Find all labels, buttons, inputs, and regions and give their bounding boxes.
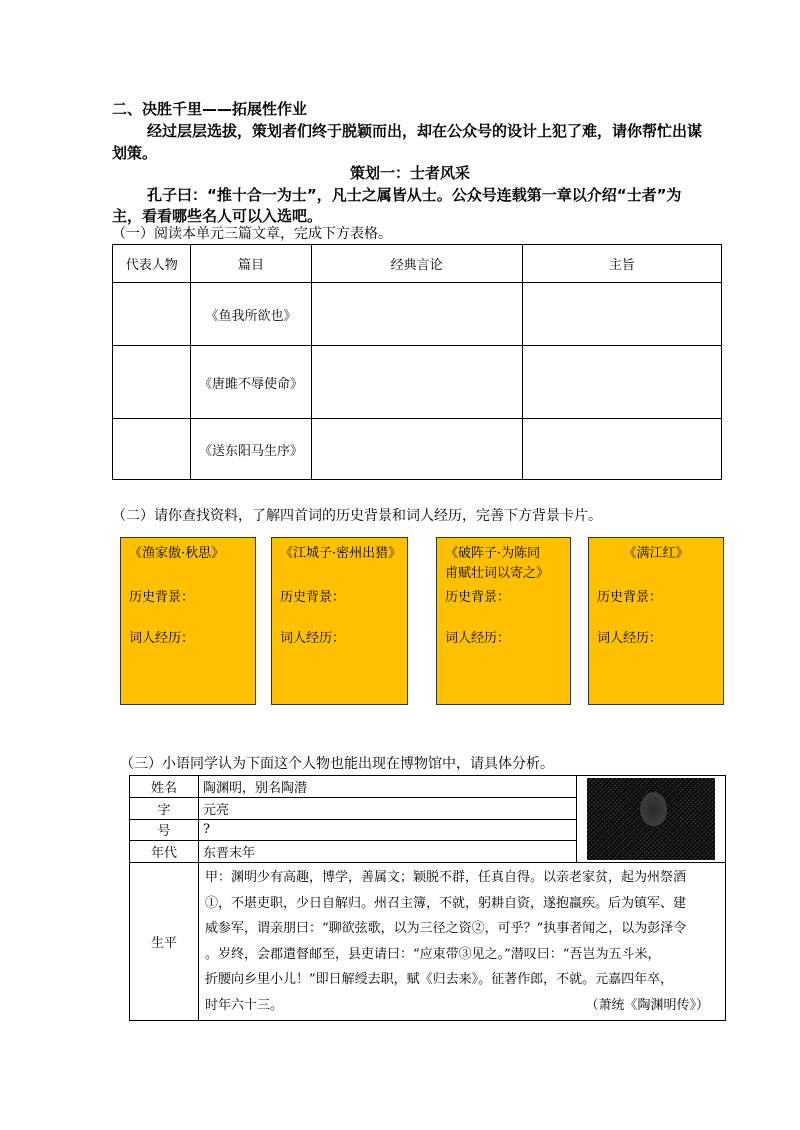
cell-person[interactable] — [113, 283, 191, 346]
background-card-3[interactable] — [436, 537, 571, 705]
cell-theme[interactable] — [522, 283, 721, 346]
header-title: 篇目 — [191, 245, 311, 283]
section-heading: 二、决胜千里——拓展性作业 — [112, 100, 308, 118]
card-label-background: 历史背景： — [129, 590, 195, 605]
card-label-background: 历史背景： — [280, 590, 346, 605]
bio-line-last — [205, 993, 719, 1019]
cell-theme[interactable] — [522, 419, 721, 480]
cell-quote[interactable] — [311, 346, 522, 419]
cell-theme[interactable] — [522, 346, 721, 419]
bio-line: 。岁终，会郡遣督邮至，县吏请曰：“应束带③见之。”潜叹曰：“吾岂为五斗米， — [205, 946, 661, 962]
table-row — [113, 419, 722, 480]
card-title: 《满江红》 — [623, 546, 689, 561]
bio-source: （萧统《陶渊明传》） — [585, 997, 709, 1013]
header-quote: 经典言论 — [311, 245, 522, 283]
reading-table — [112, 244, 722, 480]
table-header-row — [113, 245, 722, 283]
card-title-line-2: 甫赋壮词以寄之》 — [445, 566, 550, 581]
profile-row-name — [130, 776, 726, 798]
plan-line-2: 主，看看哪些名人可以入选吧。 — [112, 207, 323, 225]
key-name: 姓名 — [130, 776, 199, 798]
portrait-cell — [577, 776, 726, 863]
card-label-experience: 词人经历： — [280, 631, 346, 646]
bio-line: 甲：渊明少有高趣，博学，善属文；颖脱不群，任真自得。以亲老家贫，起为州祭酒 — [205, 870, 687, 885]
card-title: 《渔家傲·秋思》 — [129, 546, 225, 561]
profile-row-bio — [130, 863, 726, 1021]
bio-line-text: 时年六十三。 — [205, 997, 284, 1013]
card-label-experience: 词人经历： — [129, 631, 195, 646]
cell-title: 《唐雎不辱使命》 — [191, 346, 311, 419]
header-theme: 主旨 — [522, 245, 721, 283]
plan-title: 策划一：士者风采 — [349, 164, 470, 182]
person-profile-table — [129, 775, 726, 1021]
table-row — [113, 346, 722, 419]
card-title: 《江城子·密州出猎》 — [280, 546, 402, 561]
intro-line-1: 经过层层选拔，策划者们终于脱颖而出，却在公众号的设计上犯了难，请你帮忙出谋 — [147, 122, 703, 140]
bio-line: 折腰向乡里小儿！”即日解绶去职，赋《归去来》。征著作郎，不就。元嘉四年卒， — [205, 972, 674, 987]
bio-line: ①，不堪吏职，少日自解归。州召主簿，不就，躬耕自资，遂抱羸疾。后为镇军、建 — [205, 895, 687, 911]
value-courtesy: 元亮 — [199, 797, 577, 819]
card-title-line-1: 《破阵子·为陈同 — [445, 546, 541, 561]
key-alias: 号 — [130, 819, 199, 841]
bio-line: 威参军，谓亲朋曰：“聊欲弦歌，以为三径之资②，可乎？”执事者闻之，以为彭泽令 — [205, 921, 687, 936]
card-label-experience: 词人经历： — [445, 631, 511, 646]
key-era: 年代 — [130, 841, 199, 863]
cell-title: 《鱼我所欲也》 — [191, 283, 311, 346]
value-name: 陶渊明，别名陶潜 — [199, 776, 577, 798]
portrait-image — [587, 778, 715, 860]
background-card-1[interactable] — [120, 537, 256, 705]
key-courtesy: 字 — [130, 797, 199, 819]
card-label-experience: 词人经历： — [597, 631, 663, 646]
cell-quote[interactable] — [311, 419, 522, 480]
background-card-2[interactable] — [271, 537, 408, 705]
header-person: 代表人物 — [113, 245, 191, 283]
cell-quote[interactable] — [311, 283, 522, 346]
card-label-background: 历史背景： — [597, 590, 663, 605]
part2-instruction: （二）请你查找资料，了解四首词的历史背景和词人经历，完善下方背景卡片。 — [112, 508, 602, 524]
key-bio: 生平 — [130, 863, 199, 1021]
part1-instruction: （一）阅读本单元三篇文章，完成下方表格。 — [112, 226, 392, 242]
cell-person[interactable] — [113, 419, 191, 480]
plan-line-1: 孔子曰：“推十合一为士”，凡士之属皆从士。公众号连载第一章以介绍“士者”为 — [147, 186, 682, 204]
card-label-background: 历史背景： — [445, 590, 511, 605]
cell-title: 《送东阳马生序》 — [191, 419, 311, 480]
value-alias: ? — [199, 819, 577, 841]
value-era: 东晋末年 — [199, 841, 577, 863]
table-row — [113, 283, 722, 346]
part3-instruction: （三）小语同学认为下面这个人物也能出现在博物馆中，请具体分析。 — [120, 756, 554, 772]
background-card-4[interactable] — [588, 537, 724, 705]
bio-text — [199, 863, 726, 1021]
cell-person[interactable] — [113, 346, 191, 419]
intro-line-2: 划策。 — [112, 144, 158, 162]
